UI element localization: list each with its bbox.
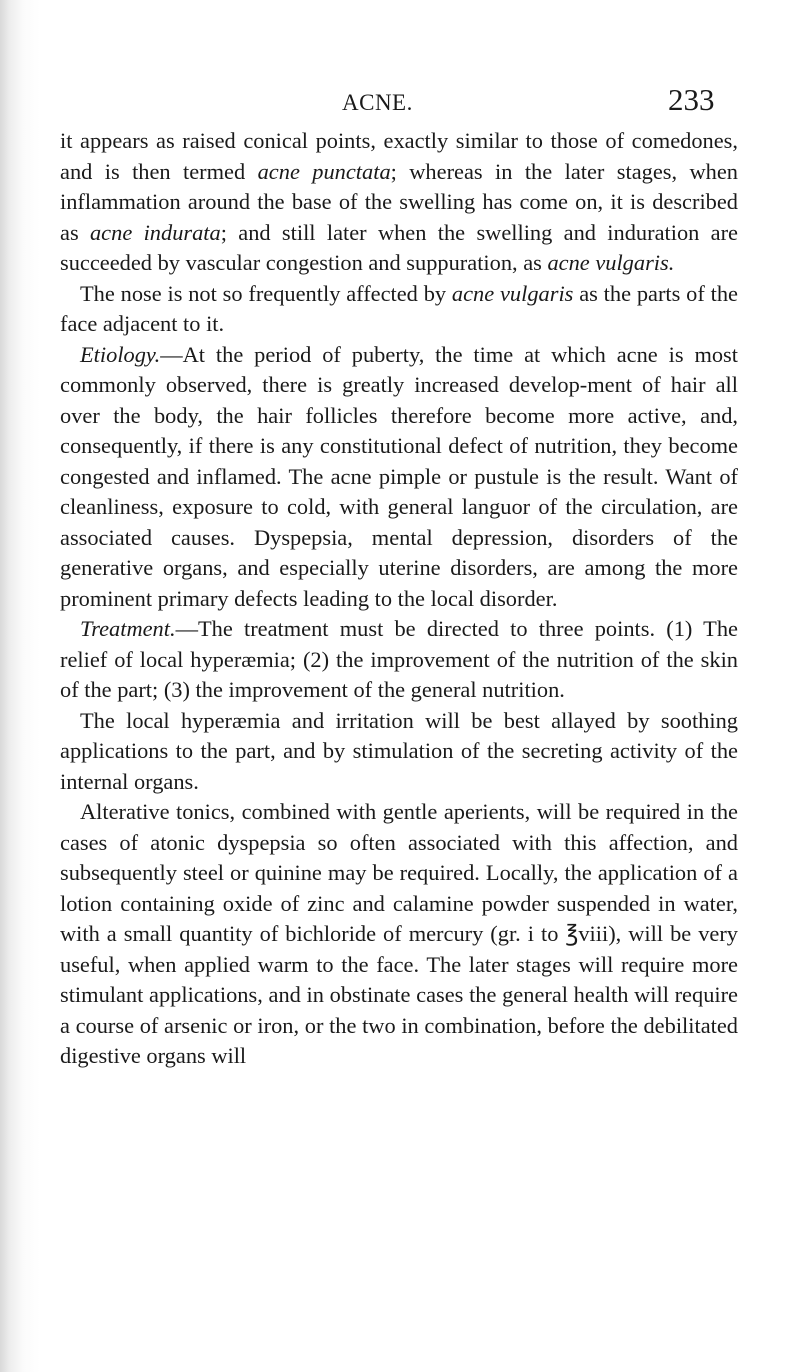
paragraph-treatment xyxy=(60,614,738,706)
paragraph-alterative-tonics xyxy=(60,797,738,1072)
running-head xyxy=(0,82,800,122)
paragraph-acne-forms xyxy=(60,126,738,279)
running-title: ACNE. xyxy=(342,90,413,115)
paragraph-local-hyperaemia xyxy=(60,706,738,798)
text-run: —At the period of puberty, the time at which acne is most commonly observed, there is greatly increased develop-ment of hair all over the body, the hair follicles therefore become more active, and, consequently, if there is any constitutional defect of nutrition, they become congested and inflamed. The acne pimple or pustule is the result. Want of cleanliness, exposure to cold, with general languor of the circulation, are associated causes. Dyspepsia, mental depression, disorders of the generative organs, and especially uterine disorders, are among the more prominent primary defects leading to the local disorder. xyxy=(60,341,738,611)
text-run: as the parts of the face adjacent to it. xyxy=(60,280,738,336)
text-run: ; and still later when the swelling and induration are succeeded by vascular congestion and suppuration, as xyxy=(60,219,738,275)
section-heading-treatment: Treatment. xyxy=(80,616,176,641)
text-run: The nose is not so frequently affected by xyxy=(80,280,452,306)
term-acne-vulgaris: acne vulgaris xyxy=(451,280,574,306)
text-run: Alterative tonics, combined with gentle aperients, will be required in the cases of atonic dyspepsia so often associated with this affection, and subsequently steel or quinine may be required. Locally, the application of a lotion containing oxide of zinc and calamine powder suspended in water, with a small quantity of bichloride of mercury (gr. i to ℥viii), will be very useful, when applied warm to the face. The later stages will require more stimulant applications, and in obstinate cases the general health will require a course of arsenic or iron, or the two in combination, before the debilitated digestive organs will xyxy=(60,799,738,1068)
page-number: 233 xyxy=(668,82,715,117)
text-run: The local hyperæmia and irritation will be best allayed by soothing applications to the part, and by stimulation of the secreting activity of the internal organs. xyxy=(60,707,738,794)
paragraph-nose xyxy=(60,279,738,340)
term-acne-punctata: acne punctata xyxy=(257,158,391,184)
text-run: ; whereas in the later stages, when inflammation around the base of the swelling has come on, it is described as xyxy=(60,158,738,245)
term-acne-indurata: acne indurata xyxy=(89,219,221,245)
text-run: it appears as raised conical points, exactly similar to those of comedones, and is then termed xyxy=(60,128,738,184)
text-run: —The treatment must be directed to three points. (1) The relief of local hyperæmia; (2) the improvement of the nutrition of the skin of the part; (3) the improvement of the general nutrition. xyxy=(60,616,738,702)
section-heading-etiology: Etiology. xyxy=(80,341,161,367)
term-acne-vulgaris: acne vulgaris. xyxy=(547,250,675,275)
paragraph-etiology xyxy=(60,340,738,615)
body-text xyxy=(60,126,738,1072)
